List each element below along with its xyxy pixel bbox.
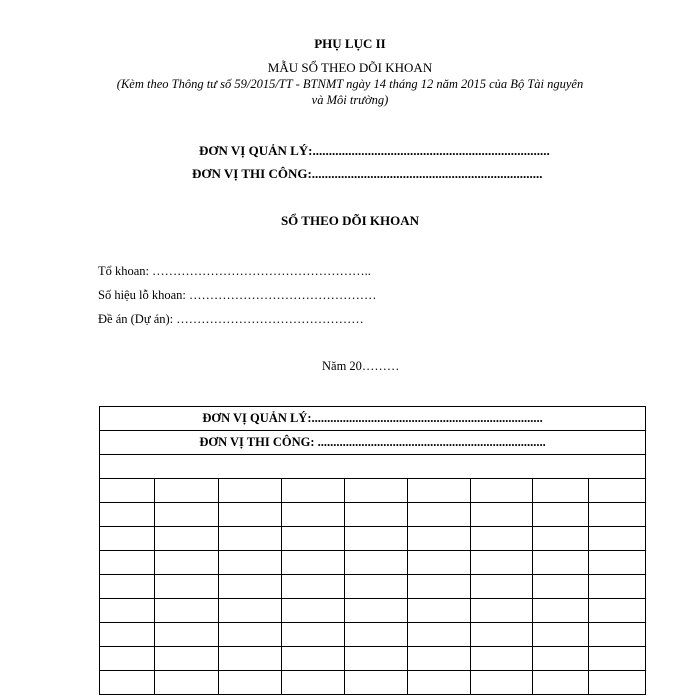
table-cell: [471, 647, 533, 671]
table-cell: [155, 647, 219, 671]
table-cell: [345, 599, 408, 623]
table-cell: [471, 623, 533, 647]
table-cell: [155, 623, 219, 647]
table-row: [100, 503, 646, 527]
table-cell: [408, 551, 471, 575]
table-cell: [533, 671, 589, 695]
table-cell: [100, 623, 155, 647]
table-construction-unit-text: ĐƠN VỊ THI CÔNG: .........................................................................: [199, 435, 546, 449]
construction-unit-line: ĐƠN VỊ THI CÔNG:.......................................................................: [192, 166, 543, 181]
drill-team-line: Tổ khoan: ……………………………………………..: [98, 264, 371, 278]
table-cell: [533, 503, 589, 527]
table-cell: [100, 575, 155, 599]
table-cell: [345, 623, 408, 647]
table-cell: [155, 575, 219, 599]
table-cell: [533, 551, 589, 575]
table-cell: [533, 647, 589, 671]
table-cell: [408, 479, 471, 503]
table-cell: [155, 671, 219, 695]
table-managing-unit-text: ĐƠN VỊ QUẢN LÝ:..........................................................................: [202, 411, 543, 425]
table-cell: [589, 671, 646, 695]
project-line: Đề án (Dự án): ………………………………………: [98, 312, 364, 326]
table-cell: [345, 479, 408, 503]
table-cell: [471, 551, 533, 575]
table-cell: [533, 575, 589, 599]
table-row: [100, 671, 646, 695]
table-cell: [219, 671, 282, 695]
table-cell: [533, 623, 589, 647]
table-cell: [155, 479, 219, 503]
table-cell: [282, 575, 345, 599]
reference-line-2: và Môi trường): [311, 93, 389, 107]
table-row: [100, 575, 646, 599]
table-cell: [471, 575, 533, 599]
table-cell: [589, 575, 646, 599]
table-cell: [345, 647, 408, 671]
table-row: [100, 647, 646, 671]
table-cell: [100, 599, 155, 623]
form-title: MẪU SỔ THEO DÕI KHOAN: [267, 60, 433, 75]
borehole-number-line: Số hiệu lỗ khoan: ………………………………………: [98, 288, 377, 302]
table-cell: [408, 503, 471, 527]
table-cell: [533, 599, 589, 623]
table-cell: [533, 527, 589, 551]
table-construction-unit: [100, 431, 646, 455]
table-cell: [471, 671, 533, 695]
table-cell: [345, 575, 408, 599]
year-line: Năm 20………: [322, 359, 400, 373]
table-cell: [219, 647, 282, 671]
reference-line-1: (Kèm theo Thông tư số 59/2015/TT - BTNMT ngày 14 tháng 12 năm 2015 của Bộ Tài nguyên: [116, 77, 584, 91]
table-cell: [282, 623, 345, 647]
table-cell: [589, 527, 646, 551]
table-cell: [155, 503, 219, 527]
log-table: [99, 406, 646, 695]
table-cell: [533, 479, 589, 503]
table-cell: [100, 671, 155, 695]
table-cell: [408, 527, 471, 551]
table-cell: [471, 503, 533, 527]
table-cell: [155, 599, 219, 623]
table-cell: [408, 599, 471, 623]
table-cell: [589, 647, 646, 671]
table-cell: [589, 551, 646, 575]
table-cell: [408, 647, 471, 671]
table-row: [100, 479, 646, 503]
table-cell: [345, 671, 408, 695]
table-cell: [589, 479, 646, 503]
managing-unit-line: ĐƠN VỊ QUẢN LÝ:.........................................................................: [199, 143, 550, 158]
table-cell: [155, 527, 219, 551]
table-cell: [471, 599, 533, 623]
table-cell: [345, 551, 408, 575]
table-cell: [100, 503, 155, 527]
table-cell: [219, 551, 282, 575]
table-row: [100, 623, 646, 647]
table-cell: [345, 503, 408, 527]
table-cell: [100, 479, 155, 503]
table-cell: [408, 575, 471, 599]
table-cell: [589, 599, 646, 623]
table-cell: [282, 599, 345, 623]
table-cell: [100, 527, 155, 551]
table-cell: [100, 647, 155, 671]
table-cell: [219, 575, 282, 599]
table-cell: [471, 479, 533, 503]
table-cell: [282, 551, 345, 575]
table-cell: [282, 647, 345, 671]
table-cell: [219, 599, 282, 623]
table-blank-row: [100, 455, 646, 479]
table-cell: [408, 671, 471, 695]
table-cell: [282, 527, 345, 551]
table-grid-body: [100, 479, 646, 695]
table-managing-unit: [100, 407, 646, 431]
table-cell: [219, 503, 282, 527]
table-row: [100, 527, 646, 551]
table-cell: [589, 623, 646, 647]
table-row: [100, 599, 646, 623]
table-row: [100, 551, 646, 575]
table-cell: [219, 623, 282, 647]
book-title: SỔ THEO DÕI KHOAN: [280, 213, 420, 228]
table-cell: [282, 671, 345, 695]
table-cell: [345, 527, 408, 551]
table-cell: [219, 527, 282, 551]
table-cell: [408, 623, 471, 647]
table-cell: [100, 551, 155, 575]
appendix-heading: PHỤ LỤC II: [314, 36, 386, 51]
table-cell: [471, 527, 533, 551]
table-cell: [282, 503, 345, 527]
table-cell: [219, 479, 282, 503]
table-cell: [589, 503, 646, 527]
table-cell: [155, 551, 219, 575]
table-cell: [282, 479, 345, 503]
